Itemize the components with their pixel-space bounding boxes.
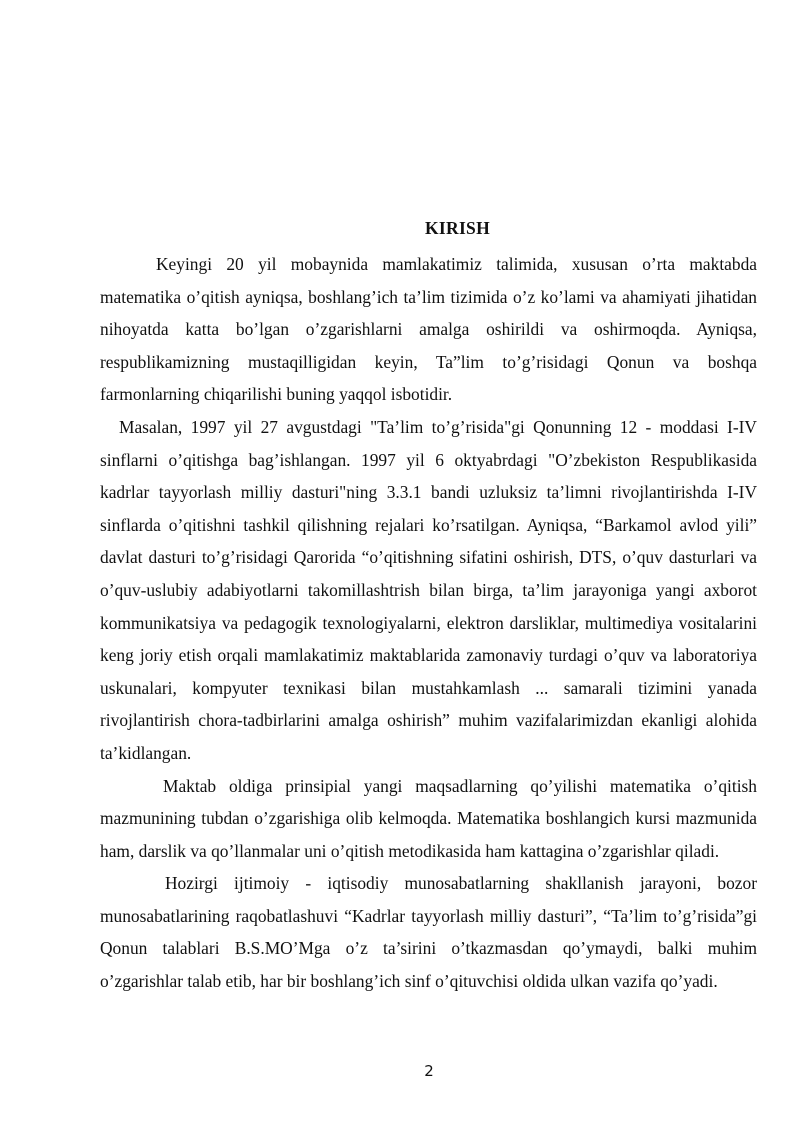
page-number: 2 — [424, 1062, 434, 1080]
paragraph-1: Keyingi 20 yil mobaynida mamlakatimiz talimida, xususan o’rta maktabda matematika o’qitish ayniqsa, boshlang’ich ta’lim tizimida o’z ko’lami va ahamiyati jihatidan nihoyatda katta bo’lgan o’zgarishlarni amalga oshirildi va oshirmoqda. Ayniqsa, respublikamizning mustaqilligidan keyin, Ta”lim to’g’risidagi Qonun va boshqa farmonlarning chiqarilishi buning yaqqol isbotidir. — [100, 254, 757, 405]
paragraph-4: Hozirgi ijtimoiy - iqtisodiy munosabatlarning shakllanish jarayoni, bozor munosabatlarining raqobatlashuvi “Kadrlar tayyorlash milliy dasturi”, “Ta’lim to’g’risida”gi Qonun talablari B.S.MO’Mga o’z ta’sirini o’tkazmasdan qo’ymaydi, balki muhim o’zgarishlar talab etib, har bir boshlang’ich sinf o’qituvchisi oldida ulkan vazifa qo’yadi. — [100, 873, 757, 992]
body-text — [100, 248, 757, 998]
paragraph-2: Masalan, 1997 yil 27 avgustdagi "Ta’lim to’g’risida"gi Qonunning 12 - moddasi I-IV sinflarni o’qitishga bag’ishlangan. 1997 yil 6 oktyabrdagi "O’zbekiston Respublikasida kadrlar tayyorlash milliy dasturi"ning 3.3.1 bandi uzluksiz ta’limni rivojlantirishda I-IV sinflarda o’qitishni tashkil qilishning rejalari ko’rsatilgan. Ayniqsa, “Barkamol avlod yili” davlat dasturi to’g’risidagi Qarorida “o’qitishning sifatini oshirish, DTS, o’quv dasturlari va o’quv-uslubiy adabiyotlarni takomillashtrish bilan birga, ta’lim jarayoniga yangi axborot kommunikatsiya va pedagogik texnologiyalarni, elektron darsliklar, multimediya vositalarini keng joriy etish orqali mamlakatimiz maktablarida zamonaviy turdagi o’quv va laboratoriya uskunalari, kompyuter texnikasi bilan mustahkamlash ... samarali tizimini yanada rivojlantirish chora-tadbirlarini amalga oshirish” muhim vazifalarimizdan ekanligi alohida ta’kidlangan. — [100, 416, 757, 763]
paragraph-3: Maktab oldiga prinsipial yangi maqsadlarning qo’yilishi matematika o’qitish mazmunining tubdan o’zgarishiga olib kelmoqda. Matematika boshlangich kursi mazmunida ham, darslik va qo’llanmalar uni o’qitish metodikasida ham kattagina o’zgarishlar qiladi. — [100, 775, 757, 861]
section-title: KIRISH — [424, 218, 490, 238]
